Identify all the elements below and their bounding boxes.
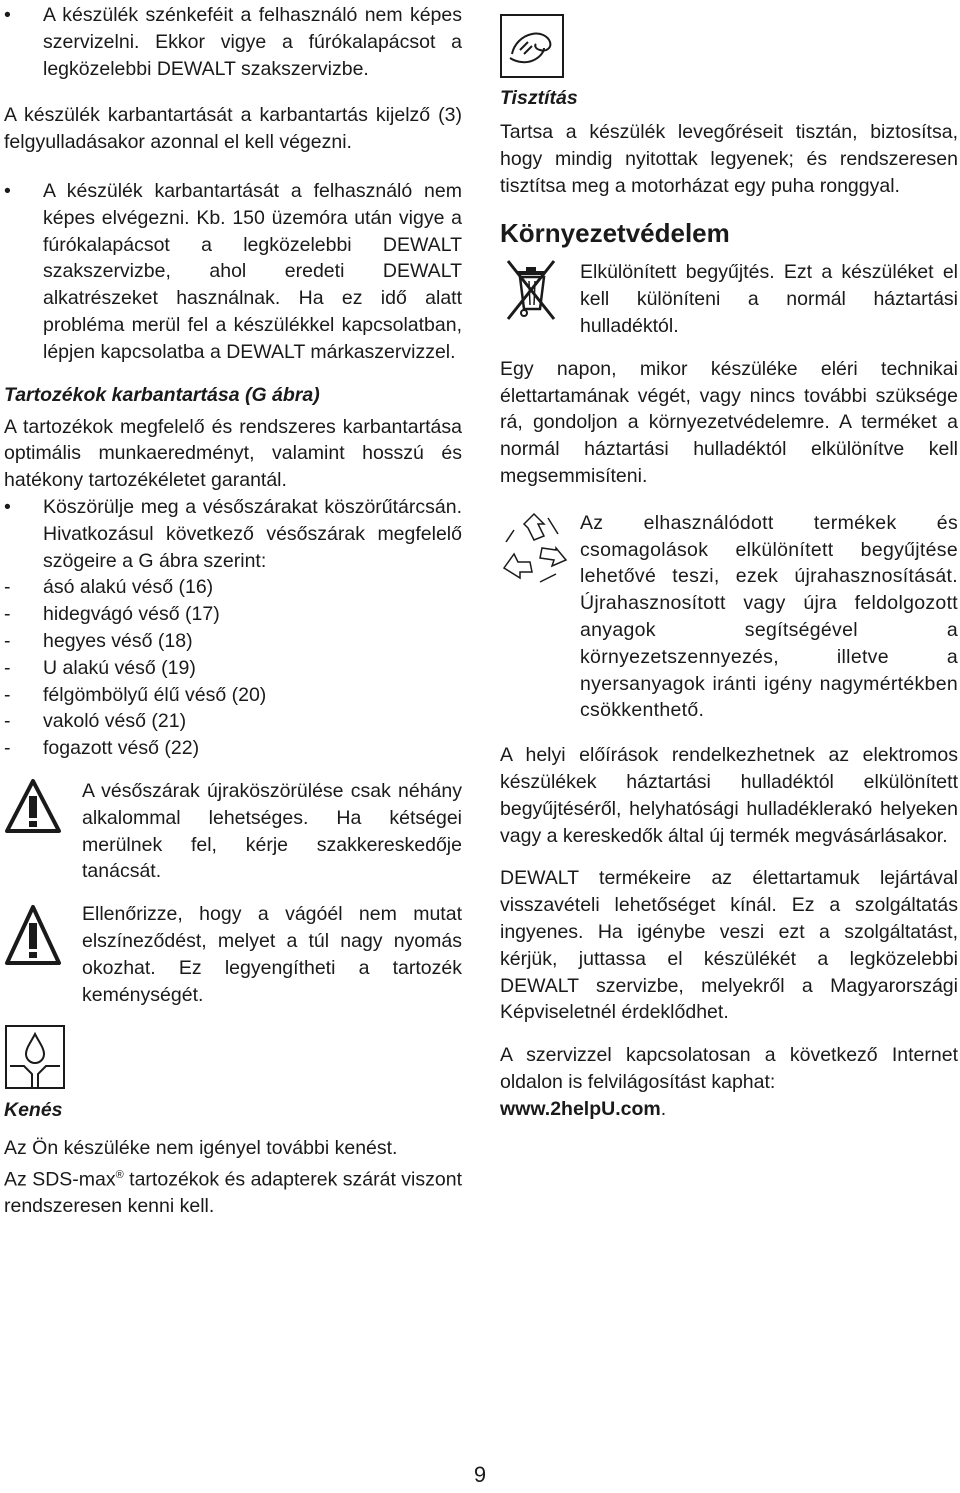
sds-max-text: Az SDS-max	[4, 1168, 116, 1191]
list-item: - vakoló véső (21)	[4, 708, 462, 735]
page-number: 9	[473, 1462, 487, 1487]
lubrication-rest-text: tartozékok és adapterek szárát viszont rendszeresen kenni kell.	[4, 1168, 462, 1218]
para-maintenance-indicator: A készülék karbantartását a karbantartás kijelző (3) felgyulladásakor azonnal el kell végezni.	[4, 104, 462, 154]
heading-cleaning: Tisztítás	[500, 87, 578, 109]
list-item: - fogazott véső (22)	[4, 735, 462, 762]
bullet-sharpen: • Köszörülje meg a vésőszárakat köszörűtárcsán. Hivatkozásul következő vésőszárak megfelelő szögeire a G ábra szerint:	[4, 494, 462, 574]
left-column	[4, 0, 462, 1220]
heading-accessories: Tartozékok karbantartása (G ábra)	[4, 383, 320, 406]
list-item: - félgömbölyű élű véső (20)	[4, 682, 462, 709]
list-item: - U alakú véső (19)	[4, 655, 462, 682]
service-contact-text: A szervizzel kapcsolatosan a következő Internet oldalon is felvilágosítást kaphat:	[500, 1044, 958, 1093]
para-recycling: Az elhasználódott termékek és csomagolások elkülönített begyűjtése lehetővé teszi, ezek újrahasznosítását. Újrahasznosított vagy újra feldolgozott anyagok segítségével a környezetszennyezés, illetve a nyersanyagok iránti igény nagymértékben csökkenthető.	[580, 511, 958, 722]
para-separate-collection: Elkülönített begyűjtés. Ezt a készüléket el kell különíteni a normál háztartási hulladéktól.	[580, 261, 958, 337]
para-local-rules: A helyi előírások rendelkezhetnek az elektromos készülékek háztartási hulladéktól elkülönített begyűjtéséről, helyhatósági hulladéklerakó helyeken vagy a kereskedők által új termék megvásárlásakor.	[500, 744, 958, 847]
recycling-block	[500, 510, 958, 724]
recycle-icon	[500, 510, 580, 599]
separate-collection-block	[500, 257, 958, 339]
crossed-bin-icon	[500, 257, 580, 332]
para-lubrication-2	[4, 1162, 462, 1220]
website-link[interactable]: www.2helpU.com	[500, 1097, 661, 1120]
list-item: - ásó alakú véső (16)	[4, 574, 462, 601]
list-item: - hegyes véső (18)	[4, 628, 462, 655]
para-cleaning: Tartsa a készülék levegőréseit tisztán, biztosítsa, hogy mindig nyitottak legyenek; és rendszeresen tisztítsa meg a motorházat egy puha ronggyal.	[500, 121, 958, 197]
heading-environment: Környezetvédelem	[500, 218, 730, 249]
lubrication-icon	[4, 1024, 462, 1095]
para-takeback: DEWALT termékeire az élettartamuk lejártával visszavételi lehetőséget kínál. Ez a szolgáltatás ingyenes. Ha igénybe veszi ezt a szolgáltatást, kérjük, juttassa el készülékét a legközelebbi DEWALT szervizbe, melyekről a Magyarországi Képviseletnél érdeklődhet.	[500, 867, 958, 1024]
warning-block-1	[4, 778, 462, 885]
bullet-maintenance: • A készülék karbantartását a felhasználó nem képes elvégezni. Kb. 150 üzemóra után vigye a fúrókalapácsot a legközelebbi DEWALT szakszervizbe, ahol eredeti DEWALT alkatrészeket használnak. Ha ez idő alatt probléma merül fel a készülékkel kapcsolatban, lépjen kapcsolatba a DEWALT márkaszervizzel.	[4, 178, 462, 366]
warning-icon	[4, 901, 82, 972]
heading-lubrication: Kenés	[4, 1099, 63, 1122]
warning-block-2	[4, 901, 462, 1008]
warning-text-1: A vésőszárak újraköszörülése csak néhány alkalommal lehetséges. Ha kétségei merülnek fel, kérje szakkereskedője tanácsát.	[82, 779, 462, 883]
list-item: - hidegvágó véső (17)	[4, 601, 462, 628]
warning-icon	[4, 778, 82, 839]
para-lubrication-1: Az Ön készüléke nem igényel további kenést.	[4, 1137, 398, 1160]
para-end-of-life: Egy napon, mikor készüléke eléri technikai élettartamának végét, vagy nincs további szüksége rá, gondoljon a környezetvédelemre. A terméket a normál háztartási hulladéktól elkülönítve kell megsemmisíteni.	[500, 357, 958, 487]
warning-text-2: Ellenőrizze, hogy a vágóél nem mutat elszíneződést, melyet a túl nagy nyomás okozhat. Ez legyengítheti a tartozék keménységét.	[82, 903, 462, 1006]
para-accessories: A tartozékok megfelelő és rendszeres karbantartása optimális munkaeredményt, valamint hosszú és hatékony tartozékéletet garantál.	[4, 415, 462, 492]
right-column	[500, 0, 958, 1123]
para-service-contact	[500, 1042, 958, 1122]
website-suffix: .	[660, 1097, 667, 1120]
registered-mark: ®	[115, 1169, 124, 1182]
chisel-list	[4, 574, 462, 762]
cleaning-icon	[500, 14, 958, 83]
bullet-brush-service: • A készülék szénkeféit a felhasználó nem képes szervizelni. Ekkor vigye a fúrókalapácsot a legközelebbi DEWALT szakszervizbe.	[4, 2, 462, 82]
